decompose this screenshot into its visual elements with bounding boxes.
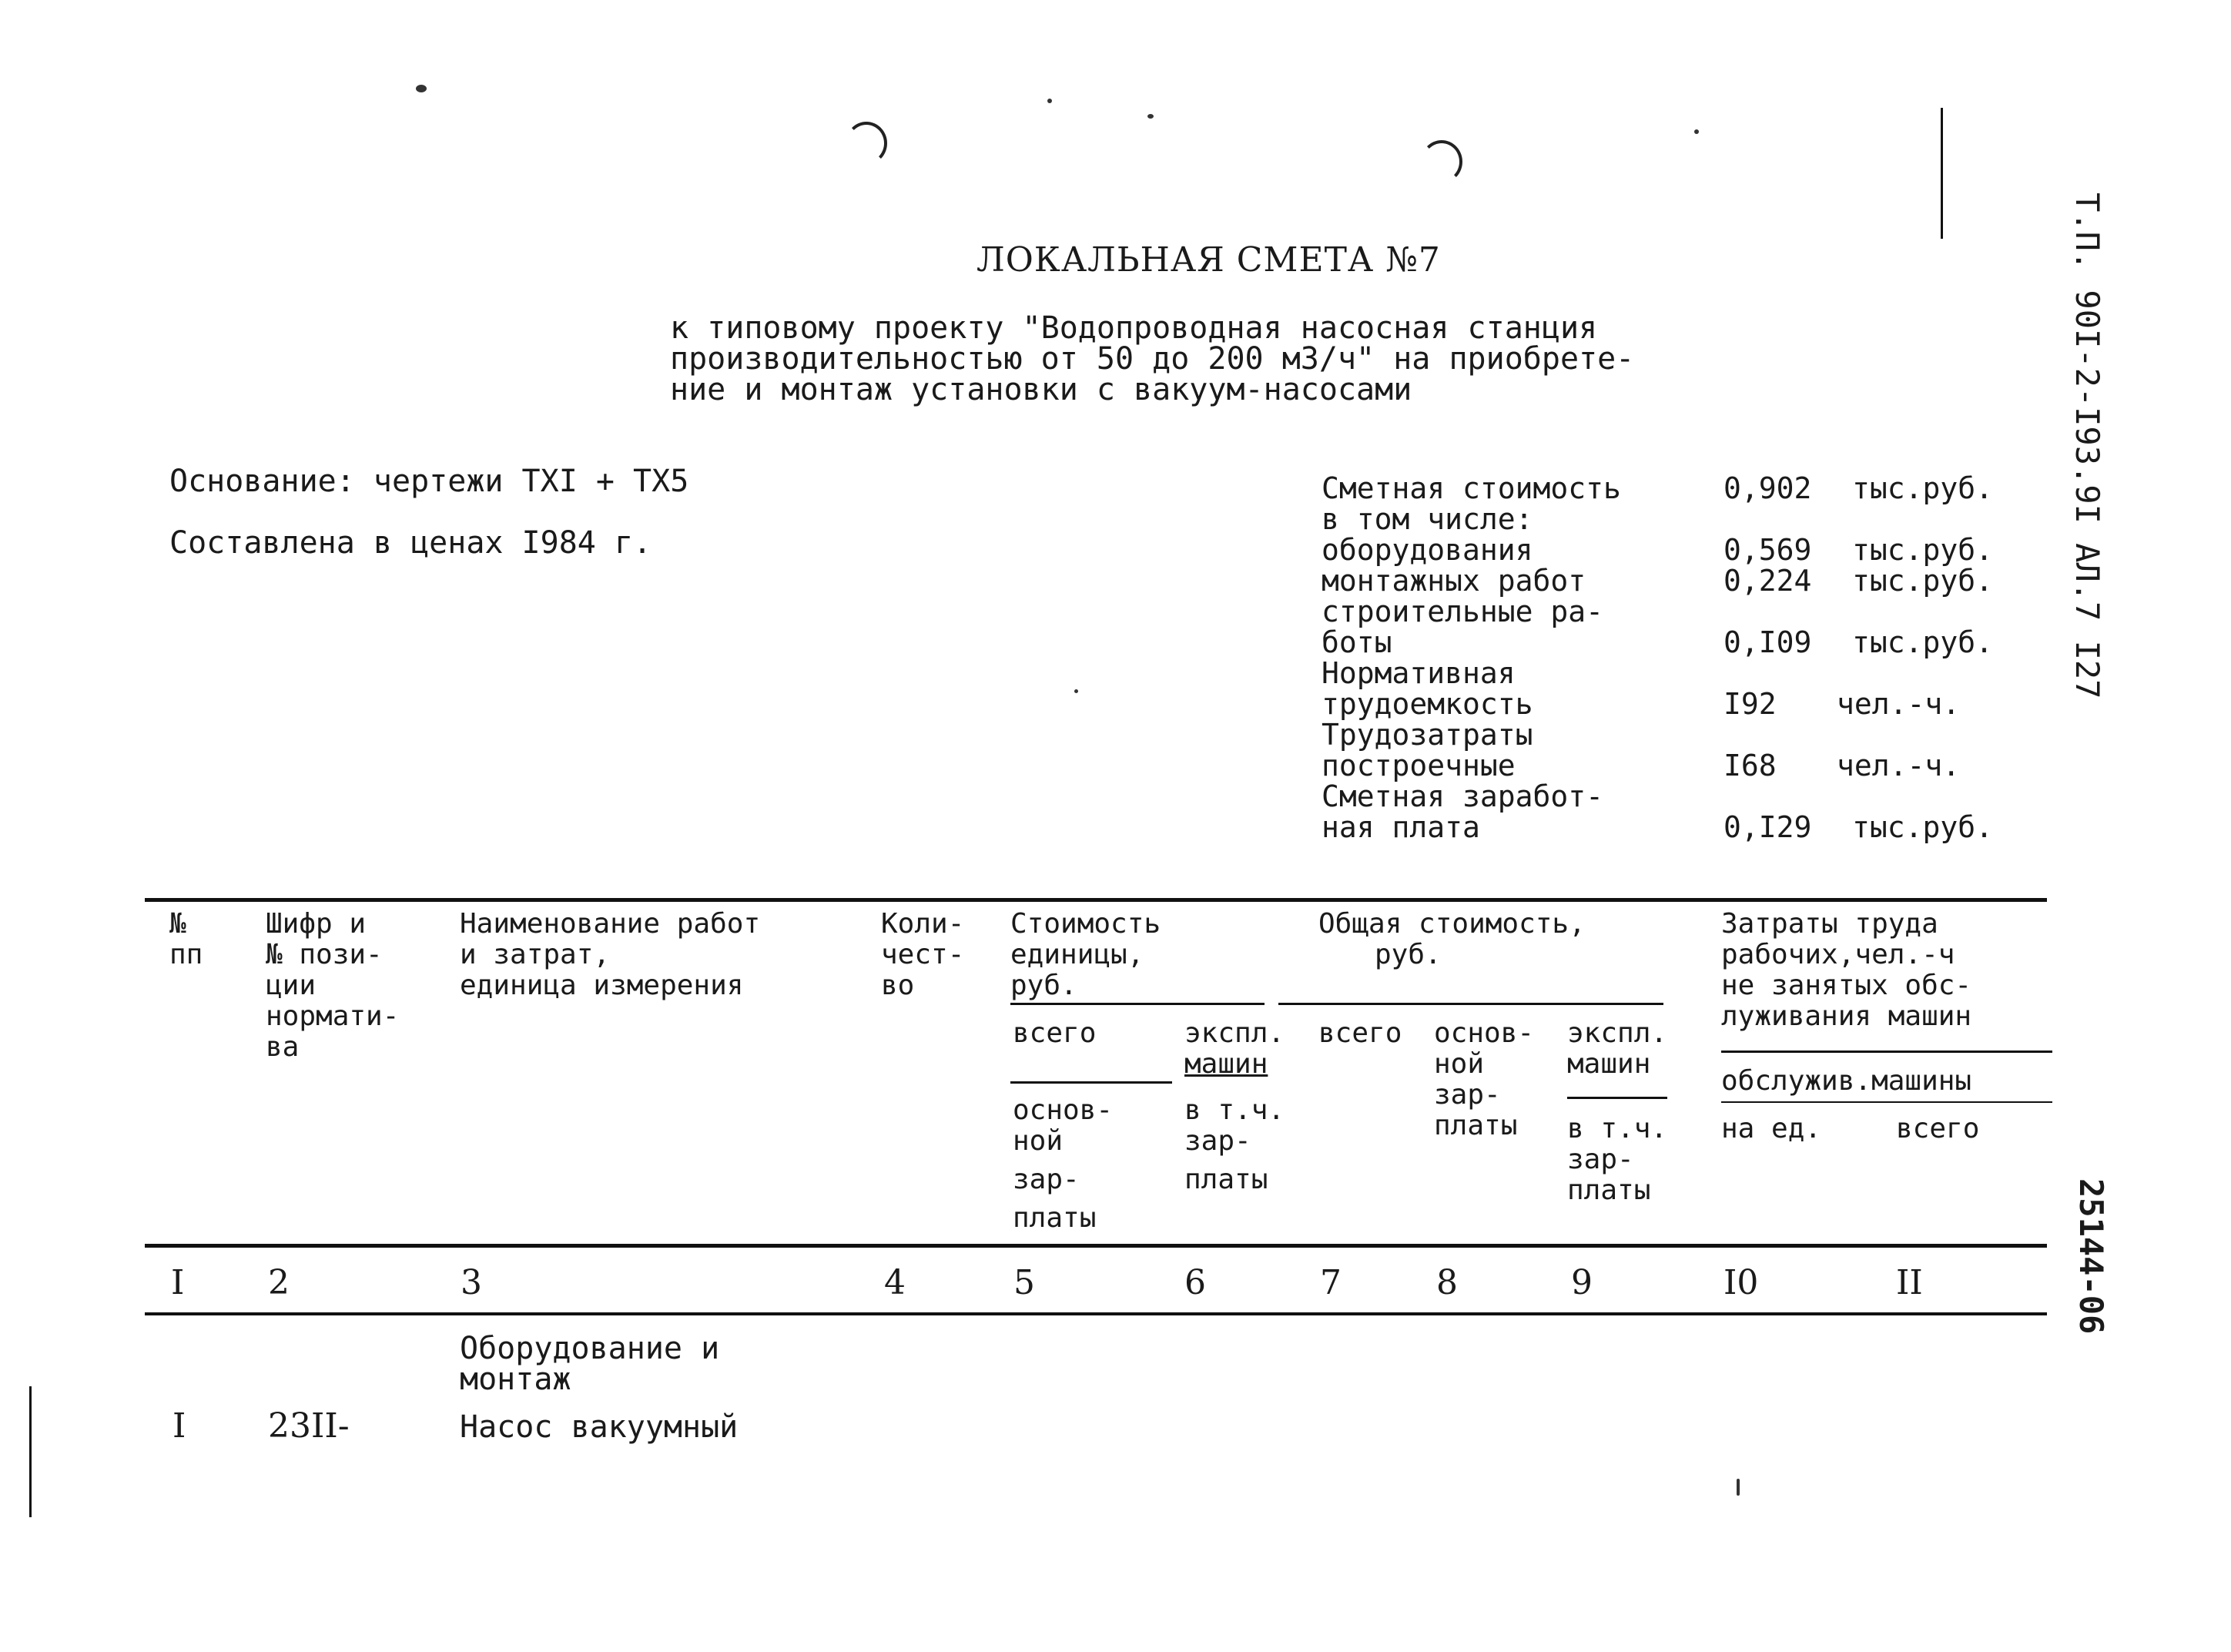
header-code: ва [266,1031,300,1063]
header-quantity: Коли- [881,908,965,940]
header-unit-cost: единицы, [1010,939,1144,970]
summary-value: I92 [1723,687,1777,721]
header-labor-per-unit: на ед. [1721,1113,1822,1144]
scan-speck [1074,689,1078,693]
header-total-mach-wage: платы [1567,1174,1651,1206]
table-top-rule [145,898,2047,902]
header-unit-mach: экспл. [1184,1017,1285,1049]
scan-speck [1047,99,1052,103]
column-number: 3 [461,1263,482,1302]
document-title: ЛОКАЛЬНАЯ СМЕТА №7 [976,240,1441,280]
header-total-wage: ной [1434,1048,1485,1080]
header-unit-mach-wage: в т.ч. [1184,1094,1285,1126]
header-no: № [169,908,186,940]
header-labor: Затраты труда [1721,908,1938,940]
header-name: Наименование работ [460,908,761,940]
summary-label: боты [1322,625,1392,659]
margin-tick [29,1386,32,1517]
summary-unit: тыс.руб. [1852,625,1994,659]
column-number: 6 [1184,1263,1206,1302]
summary-unit: тыс.руб. [1852,810,1994,844]
summary-value: I68 [1723,749,1777,782]
header-labor-total: всего [1896,1113,1980,1144]
subtitle-line-3: ние и монтаж установки с вакуум-насосами [670,372,1412,407]
summary-label: построечные [1322,749,1516,782]
column-number: I0 [1723,1263,1759,1302]
summary-value: 0,902 [1723,471,1812,505]
header-total-mach: экспл. [1567,1017,1668,1049]
header-unit-mach-wage: зар- [1184,1125,1251,1157]
column-number: 8 [1436,1263,1458,1302]
punch-hole-mark [846,122,887,165]
subtitle-line-1: к типовому проекту "Водопроводная насосная станция [670,310,1598,346]
header-code: ции [266,970,317,1001]
summary-label: трудоемкость [1322,687,1533,721]
header-bottom-rule [145,1244,2047,1248]
summary-value: 0,569 [1723,533,1812,567]
header-labor-service: обслужив.машины [1721,1065,1972,1097]
summary-label: Нормативная [1322,656,1516,690]
header-unit-wage: платы [1013,1202,1097,1234]
side-project-code: Т.П. 90I-2-I93.9I АЛ.7 I27 [2069,193,2106,699]
summary-label: Трудозатраты [1322,718,1533,752]
summary-label: Сметная стоимость [1322,471,1621,505]
column-number: 7 [1320,1263,1342,1302]
unit-total-rule [1010,1081,1172,1084]
subtitle-line-2: производительностью от 50 до 200 м3/ч" на приобрете- [670,341,1635,377]
summary-unit: тыс.руб. [1852,471,1994,505]
header-labor: луживания машин [1721,1000,1972,1032]
margin-tick [1941,108,1943,239]
summary-value: 0,I09 [1723,625,1812,659]
header-total-wage: основ- [1434,1017,1535,1049]
column-number: 5 [1013,1263,1035,1302]
header-labor: рабочих,чел.-ч [1721,939,1955,970]
prices-text: Составлена в ценах I984 г. [169,525,652,561]
scan-speck [1147,114,1154,119]
header-code: № пози- [266,939,383,970]
header-no: пп [169,939,203,970]
unit-cost-rule [1010,1003,1265,1005]
header-unit-wage: зар- [1013,1164,1080,1195]
total-cost-rule [1278,1003,1663,1005]
scan-speck [1737,1479,1740,1496]
row-item-name: Насос вакуумный [460,1409,739,1445]
header-total-cost: Общая стоимость, [1318,908,1586,940]
header-unit-wage: основ- [1013,1094,1114,1126]
column-number: II [1896,1263,1923,1302]
summary-label: Сметная заработ- [1322,779,1604,813]
header-total-all: всего [1318,1017,1402,1049]
summary-label: ная плата [1322,810,1480,844]
column-number: I [171,1263,185,1302]
header-unit-total: всего [1013,1017,1097,1049]
header-unit-mach: машин [1184,1048,1268,1080]
punch-hole-mark [1421,140,1462,183]
row-section-name: монтаж [460,1362,571,1397]
scan-speck [1694,129,1699,134]
summary-label: в том числе: [1322,502,1533,536]
header-unit-cost: руб. [1010,970,1077,1001]
header-code: Шифр и [266,908,367,940]
row-number: I [173,1406,186,1446]
header-code: нормати- [266,1000,400,1032]
header-name: единица измерения [460,970,744,1001]
total-mach-rule [1567,1097,1667,1099]
summary-unit: тыс.руб. [1852,533,1994,567]
header-total-wage: платы [1434,1110,1518,1141]
header-total-mach: машин [1567,1048,1651,1080]
side-archive-number: 25144-06 [2072,1178,2110,1335]
summary-unit: тыс.руб. [1852,564,1994,598]
scan-speck [416,85,427,92]
column-number: 9 [1571,1263,1593,1302]
labor-rule [1721,1051,2052,1053]
header-total-cost: руб. [1375,939,1442,970]
summary-value: 0,I29 [1723,810,1812,844]
row-code: 23II- [268,1406,350,1446]
header-unit-cost: Стоимость [1010,908,1161,940]
header-total-mach-wage: в т.ч. [1567,1113,1668,1144]
labor-service-rule [1721,1101,2052,1103]
column-number: 4 [884,1263,906,1302]
header-labor: не занятых обс- [1721,970,1972,1001]
summary-label: строительные ра- [1322,595,1604,628]
summary-value: 0,224 [1723,564,1812,598]
header-unit-wage: ной [1013,1125,1064,1157]
header-name: и затрат, [460,939,611,970]
column-number: 2 [268,1263,290,1302]
header-quantity: чест- [881,939,965,970]
summary-label: монтажных работ [1322,564,1586,598]
header-unit-mach-wage: платы [1184,1164,1268,1195]
summary-label: оборудования [1322,533,1533,567]
header-total-mach-wage: зар- [1567,1144,1634,1175]
header-quantity: во [881,970,915,1001]
summary-unit: чел.-ч. [1837,687,1961,721]
header-total-wage: зар- [1434,1079,1501,1111]
numbers-bottom-rule [145,1312,2047,1315]
row-section-name: Оборудование и [460,1331,720,1366]
summary-unit: чел.-ч. [1837,749,1961,782]
basis-text: Основание: чертежи ТХI + ТХ5 [169,464,689,499]
